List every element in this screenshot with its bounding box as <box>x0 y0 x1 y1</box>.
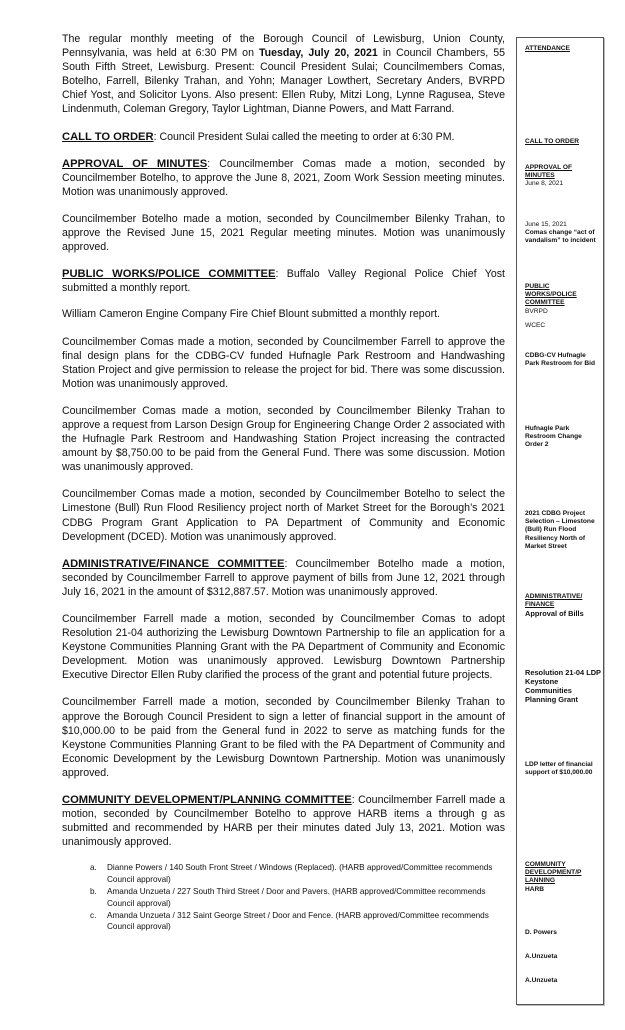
call-to-order-heading: CALL TO ORDER <box>62 130 154 143</box>
meeting-date: Tuesday, July 20, 2021 <box>258 47 378 60</box>
margin-note-harb-b: A.Unzueta <box>525 953 558 960</box>
community-dev-paragraph: COMMUNITY DEVELOPMENT/PLANNING COMMITTEE: Councilmember Farrell made a motion, seconded by Councilmember Botelho to approve HARB items a through g as submitted and recommended by HARB per their minutes dated July 13, 2021. Motion was unanimously approved. <box>62 794 505 849</box>
margin-note-attendance: ATTENDANCE <box>525 45 570 52</box>
public-works-paragraph-3: Councilmember Comas made a motion, seconded by Councilmember Farrell to approve the final design plans for the CDBG-CV funded Hufnagle Park Restroom and Handwashing Station Project and give permission to release the project for bid. There was some discussion. Motion was unanimously approved. <box>62 335 505 390</box>
margin-note-harb-a: D. Powers <box>525 929 557 936</box>
margin-note-change-order: Hufnagle Park Restroom Change Order 2 <box>525 425 582 449</box>
margin-note-public-works: PUBLIC WORKS/POLICE COMMITTEE BVRPD <box>525 283 577 315</box>
admin-finance-paragraph-2: Councilmember Farrell made a motion, seconded by Councilmember Comas to adopt Resolution 21-04 authorizing the Lewisburg Downtown Partnership to file an application for a Keystone Communities Planning Grant with the PA Department of Community and Economic Development. Motion was unanimously approved. Lewisburg Downtown Partnership Executive Director Ellen Ruby clarified the process of the grant and potential future projects. <box>62 613 505 682</box>
margin-note-ldp-letter: LDP letter of financial support of $10,000.00 <box>525 761 593 777</box>
margin-notes-column <box>516 37 604 1005</box>
harb-item: c. Amanda Unzueta / 312 Saint George Street / Door and Fence. (HARB approved/Committee recommends Council approval) <box>90 910 489 932</box>
public-works-paragraph-4: Councilmember Comas made a motion, seconded by Councilmember Bilenky Trahan to approve a request from Larson Design Group for Engineering Change Order 2 associated with the Hufnagle Park Restroom and Handwashing Station Project increasing the contracted amount by $8,750.00 to be paid from the General Fund. There was some discussion. Motion was unanimously approved. <box>62 404 505 474</box>
margin-note-cdbg-cv: CDBG-CV Hufnagle Park Restroom for Bid <box>525 352 595 368</box>
harb-items-list <box>90 862 505 933</box>
margin-note-wcec: WCEC <box>525 322 546 329</box>
margin-note-approval: APPROVAL OF MINUTES June 8, 2021 <box>525 164 573 188</box>
intro-paragraph: The regular monthly meeting of the Borough Council of Lewisburg, Union County, Pennsylvania, was held at 6:30 PM on Tuesday, July 20, 2021 in Council Chambers, 55 South Fifth Street, Lewisburg. Present: Council President Sulai; Councilmembers Comas, Botelho, Farrell, Bilenky Trahan, and Yohn; Manager Lowthert, Secretary Anders, BVRPD Chief Yost, and Solicitor Lyons. Also present: Ellen Ruby, Mitzi Long, Lynne Ragusea, Steve Lindenmuth, Coleman Gregory, Taylor Lightman, Dianne Powers, and Matt Farrand. <box>62 33 506 116</box>
harb-item: a. Dianne Powers / 140 South Front Street / Windows (Replaced). (HARB approved/Committee recommends Council approval) <box>90 863 493 885</box>
margin-note-cdbg-2021: 2021 CDBG Project Selection – Limestone (Bull) Run Flood Resiliency North of Market Street <box>525 510 595 550</box>
harb-item: b. Amanda Unzueta / 227 South Third Street / Door and Pavers. (HARB approved/Committee recommends Council approval) <box>90 887 486 908</box>
community-dev-heading: COMMUNITY DEVELOPMENT/PLANNING COMMITTEE <box>62 794 352 807</box>
call-to-order-paragraph: CALL TO ORDER: Council President Sulai called the meeting to order at 6:30 PM. <box>62 130 455 143</box>
public-works-paragraph: PUBLIC WORKS/POLICE COMMITTEE: Buffalo Valley Regional Police Chief Yost submitted a monthly report. <box>62 268 505 295</box>
margin-note-resolution: Resolution 21-04 LDP Keystone Communities Planning Grant <box>525 668 601 704</box>
admin-finance-paragraph: ADMINISTRATIVE/FINANCE COMMITTEE: Councilmember Botelho made a motion, seconded by Councilmember Farrell to approve payment of bills from June 12, 2021 through July 16, 2021 in the amount of $312,887.57. Motion was unanimously approved. <box>62 557 505 598</box>
public-works-paragraph-2: William Cameron Engine Company Fire Chief Blount submitted a monthly report. <box>62 308 441 321</box>
approval-minutes-heading: APPROVAL OF MINUTES <box>62 157 208 170</box>
approval-minutes-paragraph: APPROVAL OF MINUTES: Councilmember Comas made a motion, seconded by Councilmember Botelho, to approve the June 8, 2021, Zoom Work Session meeting minutes. Motion was unanimously approved. <box>62 157 505 198</box>
public-works-paragraph-5: Councilmember Comas made a motion, seconded by Councilmember Botelho to select the Limestone (Bull) Run Flood Resiliency project north of Market Street for the Borough’s 2021 CDBG Program Grant Application to PA Department of Community and Economic Development (DCED). Motion was unanimously approved. <box>62 488 505 543</box>
margin-note-admin-finance: ADMINISTRATIVE/ FINANCE Approval of Bills <box>525 593 584 619</box>
margin-note-june15: June 15, 2021 Comas change “act of vandalism” to incident <box>525 221 596 245</box>
margin-note-call-to-order: CALL TO ORDER <box>525 138 579 145</box>
admin-finance-heading: ADMINISTRATIVE/FINANCE COMMITTEE <box>62 557 285 570</box>
admin-finance-paragraph-3: Councilmember Farrell made a motion, seconded by Councilmember Bilenky Trahan to approve the Borough Council President to sign a letter of financial support in the amount of $10,000.00 to be paid from the General fund in 2022 to serve as matching funds for the Keystone Communities Planning Grant to be filed with the PA Department of Community and Economic Development by the Lewisburg Downtown Partnership. Motion was unanimously approved. <box>62 696 505 779</box>
margin-note-community-dev: COMMUNITY DEVELOPMENT/P LANNING HARB <box>525 861 582 893</box>
margin-note-harb-c: A.Unzueta <box>525 977 558 984</box>
public-works-heading: PUBLIC WORKS/POLICE COMMITTEE <box>62 268 276 281</box>
approval-minutes-paragraph-2: Councilmember Botelho made a motion, seconded by Councilmember Bilenky Trahan, to approve the Revised June 15, 2021 Regular meeting minutes. Motion was unanimously approved. <box>62 212 505 254</box>
minutes-body <box>62 32 505 933</box>
